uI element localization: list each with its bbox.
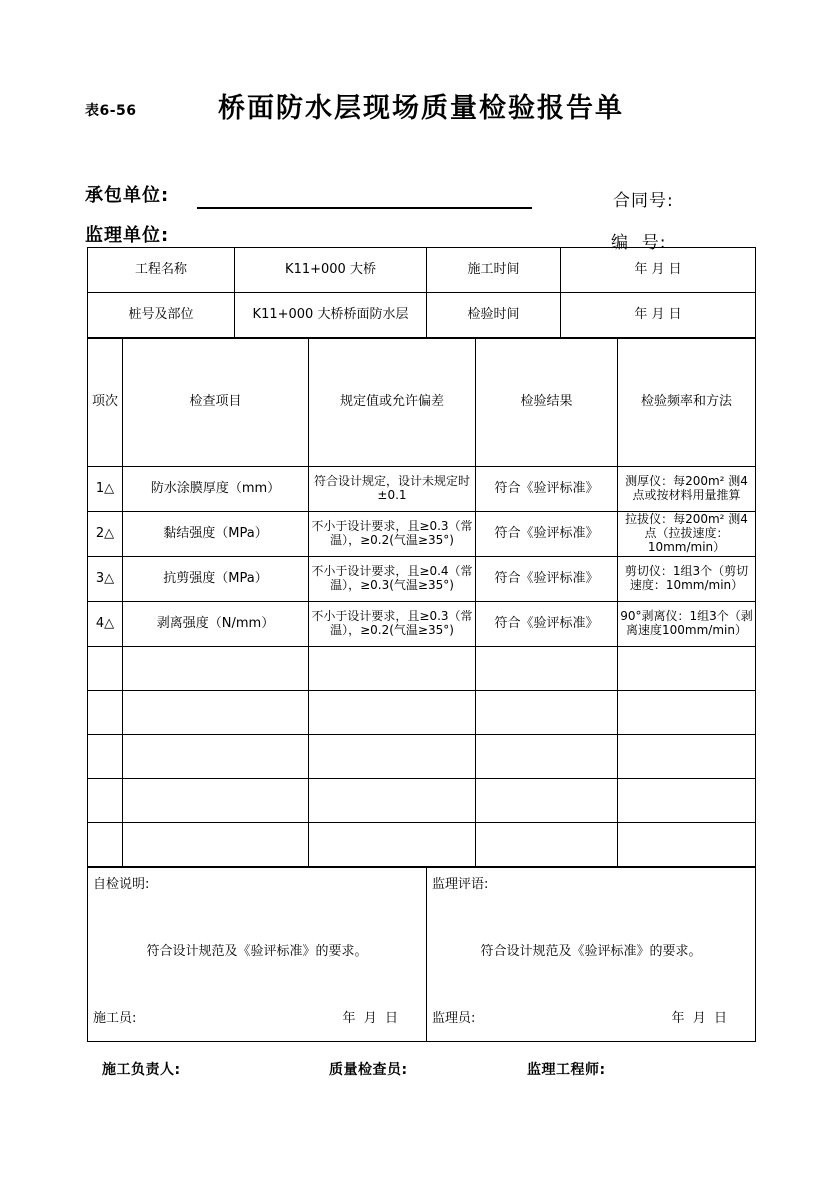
quality-inspector-label: 质量检查员: bbox=[329, 1062, 408, 1078]
construction-time-value: 年 月 日 bbox=[561, 248, 756, 293]
empty-cell bbox=[618, 779, 756, 823]
row-result: 符合《验评标准》 bbox=[476, 557, 618, 602]
table-row bbox=[88, 512, 756, 557]
row-result: 符合《验评标准》 bbox=[476, 602, 618, 647]
empty-cell bbox=[88, 779, 123, 823]
empty-row bbox=[88, 779, 756, 823]
contract-no-label: 合同号: bbox=[613, 191, 674, 211]
supervisor-unit-label: 监理单位: bbox=[85, 225, 170, 246]
construction-time-label: 施工时间 bbox=[427, 248, 561, 293]
empty-cell bbox=[618, 735, 756, 779]
empty-cell bbox=[476, 647, 618, 691]
empty-row bbox=[88, 691, 756, 735]
empty-cell bbox=[123, 823, 309, 867]
self-check-label: 自检说明: bbox=[93, 877, 150, 892]
empty-cell bbox=[476, 735, 618, 779]
row-item: 黏结强度（MPa） bbox=[123, 512, 309, 557]
empty-cell bbox=[476, 691, 618, 735]
empty-cell bbox=[309, 691, 476, 735]
row-no: 2△ bbox=[88, 512, 123, 557]
empty-cell bbox=[309, 823, 476, 867]
row-item: 防水涂膜厚度（mm） bbox=[123, 467, 309, 512]
info-row-project bbox=[88, 248, 756, 293]
empty-cell bbox=[123, 647, 309, 691]
review-table bbox=[87, 867, 756, 1042]
col-header-no: 项次 bbox=[88, 339, 123, 467]
empty-cell bbox=[476, 823, 618, 867]
col-header-method: 检验频率和方法 bbox=[618, 339, 756, 467]
empty-row bbox=[88, 647, 756, 691]
page-title: 桥面防水层现场质量检验报告单 bbox=[218, 93, 624, 124]
table-row bbox=[88, 467, 756, 512]
row-method: 测厚仪：每200m² 测4点或按材料用量推算 bbox=[618, 467, 756, 512]
empty-row bbox=[88, 823, 756, 867]
row-result: 符合《验评标准》 bbox=[476, 467, 618, 512]
form-code: 表6-56 bbox=[85, 103, 137, 119]
empty-cell bbox=[88, 691, 123, 735]
col-header-item: 检查项目 bbox=[123, 339, 309, 467]
station-label: 桩号及部位 bbox=[88, 293, 235, 338]
row-spec: 不小于设计要求，且≥0.4（常温），≥0.3(气温≥35°) bbox=[309, 557, 476, 602]
col-header-result: 检验结果 bbox=[476, 339, 618, 467]
project-info-table bbox=[87, 247, 756, 338]
row-item: 剥离强度（N/mm） bbox=[123, 602, 309, 647]
inspection-table bbox=[87, 338, 756, 867]
empty-cell bbox=[618, 647, 756, 691]
construction-manager-label: 施工负责人: bbox=[102, 1062, 181, 1078]
serial-no-label: 编 号: bbox=[611, 233, 667, 253]
inspection-header-row bbox=[88, 339, 756, 467]
station-value: K11+000 大桥桥面防水层 bbox=[235, 293, 427, 338]
supervisor-comment-cell bbox=[427, 868, 756, 1042]
info-row-station bbox=[88, 293, 756, 338]
contractor-unit-label: 承包单位: bbox=[85, 185, 170, 206]
row-spec: 符合设计规定，设计未规定时±0.1 bbox=[309, 467, 476, 512]
row-item: 抗剪强度（MPa） bbox=[123, 557, 309, 602]
table-row bbox=[88, 557, 756, 602]
row-method: 90°剥离仪：1组3个（剥离速度100mm/min） bbox=[618, 602, 756, 647]
empty-cell bbox=[123, 691, 309, 735]
review-row bbox=[88, 868, 756, 1042]
empty-cell bbox=[88, 823, 123, 867]
row-method: 剪切仪：1组3个（剪切速度：10mm/min） bbox=[618, 557, 756, 602]
supervisor-signer-label: 监理员: bbox=[432, 1010, 476, 1026]
supervising-engineer-label: 监理工程师: bbox=[527, 1062, 606, 1078]
constructor-signer-label: 施工员: bbox=[93, 1010, 137, 1026]
project-name-value: K11+000 大桥 bbox=[235, 248, 427, 293]
empty-cell bbox=[309, 779, 476, 823]
empty-row bbox=[88, 735, 756, 779]
empty-cell bbox=[476, 779, 618, 823]
row-no: 3△ bbox=[88, 557, 123, 602]
empty-cell bbox=[309, 647, 476, 691]
row-result: 符合《验评标准》 bbox=[476, 512, 618, 557]
empty-cell bbox=[123, 779, 309, 823]
self-check-date-label: 年 月 日 bbox=[342, 1010, 398, 1026]
row-no: 1△ bbox=[88, 467, 123, 512]
supervisor-date-label: 年 月 日 bbox=[671, 1010, 727, 1026]
inspection-time-label: 检验时间 bbox=[427, 293, 561, 338]
row-spec: 不小于设计要求，且≥0.3（常温），≥0.2(气温≥35°) bbox=[309, 512, 476, 557]
row-no: 4△ bbox=[88, 602, 123, 647]
row-spec: 不小于设计要求，且≥0.3（常温），≥0.2(气温≥35°) bbox=[309, 602, 476, 647]
row-method: 拉拔仪：每200m² 测4点（拉拔速度：10mm/min） bbox=[618, 512, 756, 557]
empty-cell bbox=[618, 823, 756, 867]
supervisor-comment-label: 监理评语: bbox=[432, 877, 489, 892]
empty-cell bbox=[123, 735, 309, 779]
self-check-content: 符合设计规范及《验评标准》的要求。 bbox=[146, 943, 368, 959]
contractor-unit-blank bbox=[197, 186, 532, 209]
form-tables bbox=[87, 247, 755, 1042]
empty-cell bbox=[309, 735, 476, 779]
empty-cell bbox=[88, 647, 123, 691]
supervisor-comment-content: 符合设计规范及《验评标准》的要求。 bbox=[480, 943, 702, 959]
empty-cell bbox=[618, 691, 756, 735]
project-name-label: 工程名称 bbox=[88, 248, 235, 293]
inspection-time-value: 年 月 日 bbox=[561, 293, 756, 338]
empty-cell bbox=[88, 735, 123, 779]
col-header-spec: 规定值或允许偏差 bbox=[309, 339, 476, 467]
table-row bbox=[88, 602, 756, 647]
self-check-cell bbox=[88, 868, 427, 1042]
